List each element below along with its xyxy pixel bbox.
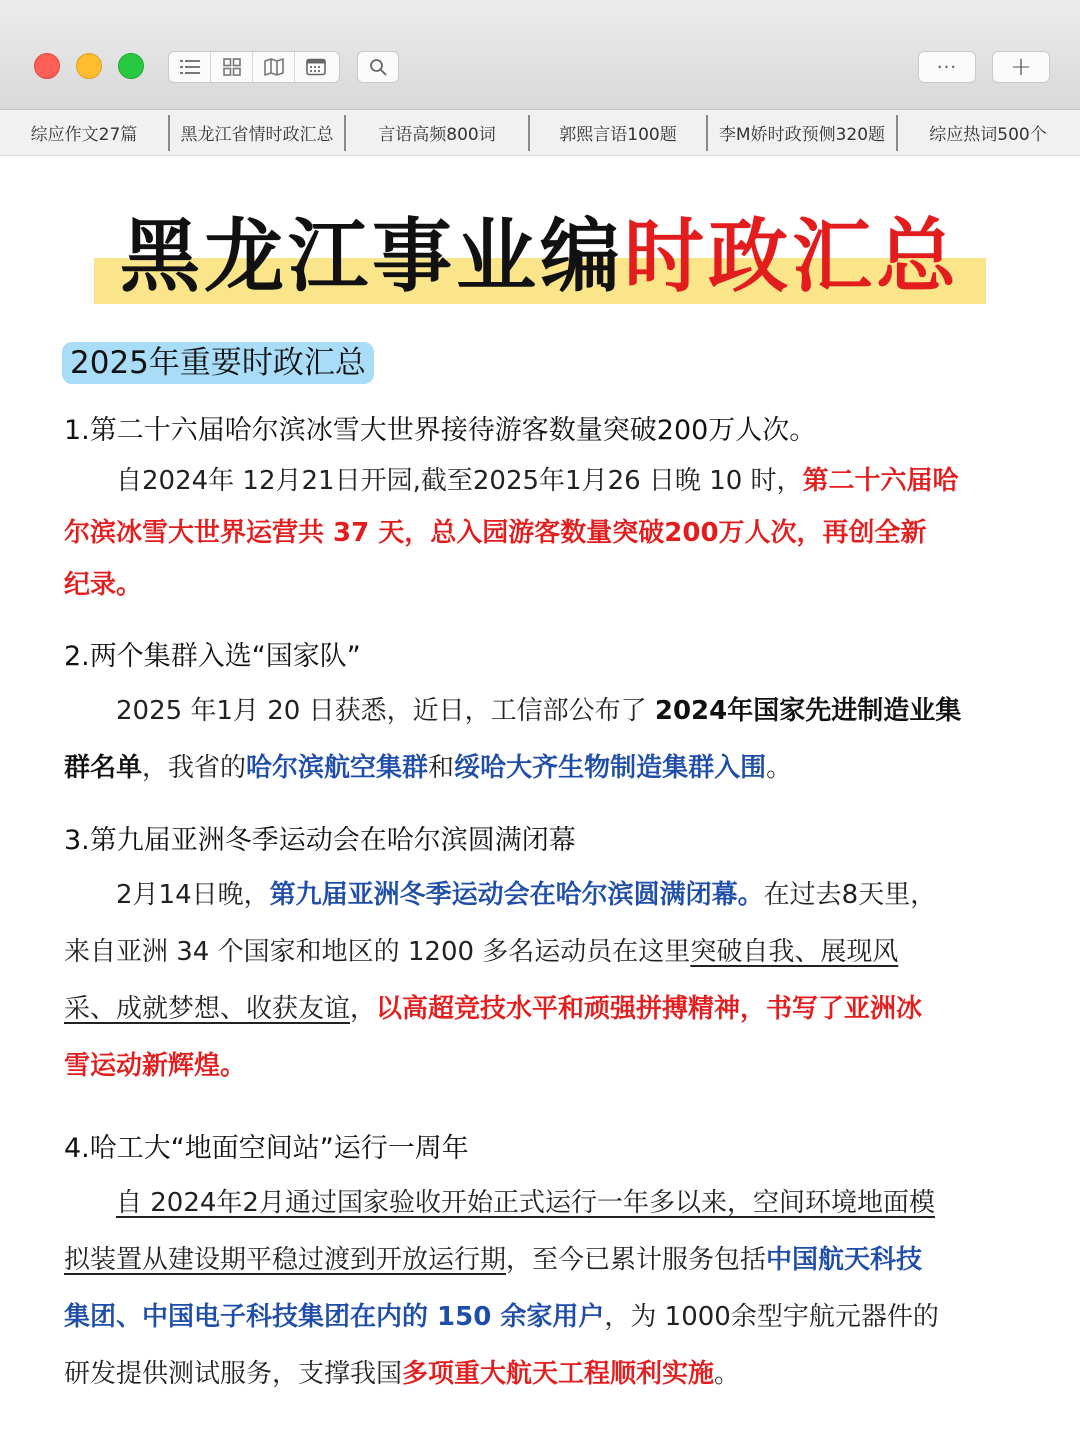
plain-text: 2025 年1月 20 日获悉，近日，工信部公布了 [116,696,655,726]
item-4-title: 4.哈工大“地面空间站”运行一周年 [64,1133,469,1164]
text-line [64,683,1024,740]
zoom-window-button[interactable] [118,53,144,79]
red-emphasis: 多项重大航天工程顺利实施 [402,1359,715,1389]
item-4-body [64,1175,1024,1403]
tab-item[interactable]: 综应作文27篇 [30,125,138,145]
red-emphasis: 以高超竞技水平和顽强拼搏精神，书写了亚洲冰 [376,994,923,1024]
hero-title-text [94,208,986,304]
text-line [64,1346,1024,1403]
bold-emphasis: 2024年国家先进制造业集 [654,696,962,726]
add-tab-button[interactable]: + [992,51,1050,83]
item-2-body [64,683,1024,797]
tab-item[interactable]: 郭熙言语100题 [559,125,677,145]
plain-text: 在过去8天里， [763,880,937,910]
plain-text: 。 [714,1359,741,1389]
text-line [64,455,1024,507]
text-line [64,1038,1024,1095]
tab-bar [0,110,1080,156]
item-2-title: 2.两个集群入选“国家队” [64,641,361,672]
hero-title-black: 黑龙江事业编 [120,209,624,303]
section-heading: 2025年重要时政汇总 [62,342,374,384]
plain-text: ，我省的 [142,753,247,783]
plain-text: 和 [428,753,455,783]
underlined-text: 自 2024年2月通过国家验收开始正式运行一年多以来，空间环境地面模 [116,1188,935,1218]
tab-item[interactable]: 李M娇时政预侧320题 [718,125,886,145]
underlined-text: 拟装置从建设期平稳过渡到开放运行期 [64,1245,507,1275]
blue-emphasis: 哈尔滨航空集群 [246,753,429,783]
plain-text: ，为 1000余型宇航元器件的 [604,1302,939,1332]
text-line [64,867,1024,924]
plain-text: 研发提供测试服务，支撑我国 [64,1359,403,1389]
map-icon[interactable] [253,52,295,82]
bold-emphasis: 群名单 [64,753,143,783]
search-button[interactable] [357,51,399,83]
text-line [64,924,1024,981]
text-line [64,1289,1024,1346]
text-line [64,981,1024,1038]
plain-text: ， [350,994,377,1024]
window-titlebar [0,0,1080,110]
underlined-text: 突破自我、展现风 [690,937,899,967]
search-icon [369,58,387,76]
red-emphasis: 纪录。 [64,570,143,600]
plain-text: 。 [766,753,793,783]
tab-item[interactable]: 言语高频800词 [378,125,496,145]
text-line [64,507,1024,559]
plain-text: 来自亚洲 34 个国家和地区的 1200 多名运动员在这里 [64,937,691,967]
tab-item[interactable]: 综应热词500个 [929,125,1047,145]
item-1-title: 1.第二十六届哈尔滨冰雪大世界接待游客数量突破200万人次。 [64,415,817,446]
plain-text: ，至今已累计服务包括 [506,1245,767,1275]
minimize-window-button[interactable] [76,53,102,79]
blue-emphasis: 中国航天科技 [766,1245,923,1275]
tab-item[interactable]: 黑龙江省情时政汇总 [180,125,334,145]
blue-emphasis: 第九届亚洲冬季运动会在哈尔滨圆满闭幕。 [269,880,764,910]
red-emphasis: 雪运动新辉煌。 [64,1051,247,1081]
plain-text: 2月14日晚， [116,880,270,910]
close-window-button[interactable] [34,53,60,79]
underlined-text: 采、成就梦想、收获友谊 [64,994,351,1024]
text-line [64,559,1024,611]
view-mode-segmented-control [168,51,340,83]
calendar-icon[interactable] [295,52,337,82]
hero-title [94,208,986,304]
text-line [64,1232,1024,1289]
more-options-button[interactable]: ··· [918,51,976,83]
item-3-title: 3.第九届亚洲冬季运动会在哈尔滨圆满闭幕 [64,825,576,856]
hero-title-red: 时政汇总 [624,209,960,303]
plain-text: 自2024年 12月21日开园,截至2025年1月26 日晚 10 时， [116,466,803,496]
item-3-body [64,867,1024,1095]
red-emphasis: 尔滨冰雪大世界运营共 37 天，总入园游客数量突破200万人次，再创全新 [64,518,927,548]
list-view-icon[interactable] [169,52,211,82]
text-line [64,740,1024,797]
text-line [64,1175,1024,1232]
blue-emphasis: 绥哈大齐生物制造集群入围 [454,753,767,783]
document-content [0,156,1080,1441]
blue-emphasis: 集团、中国电子科技集团在内的 150 余家用户 [64,1302,605,1332]
item-1-body [64,455,1024,611]
grid-view-icon[interactable] [211,52,253,82]
red-emphasis: 第二十六届哈 [802,466,959,496]
